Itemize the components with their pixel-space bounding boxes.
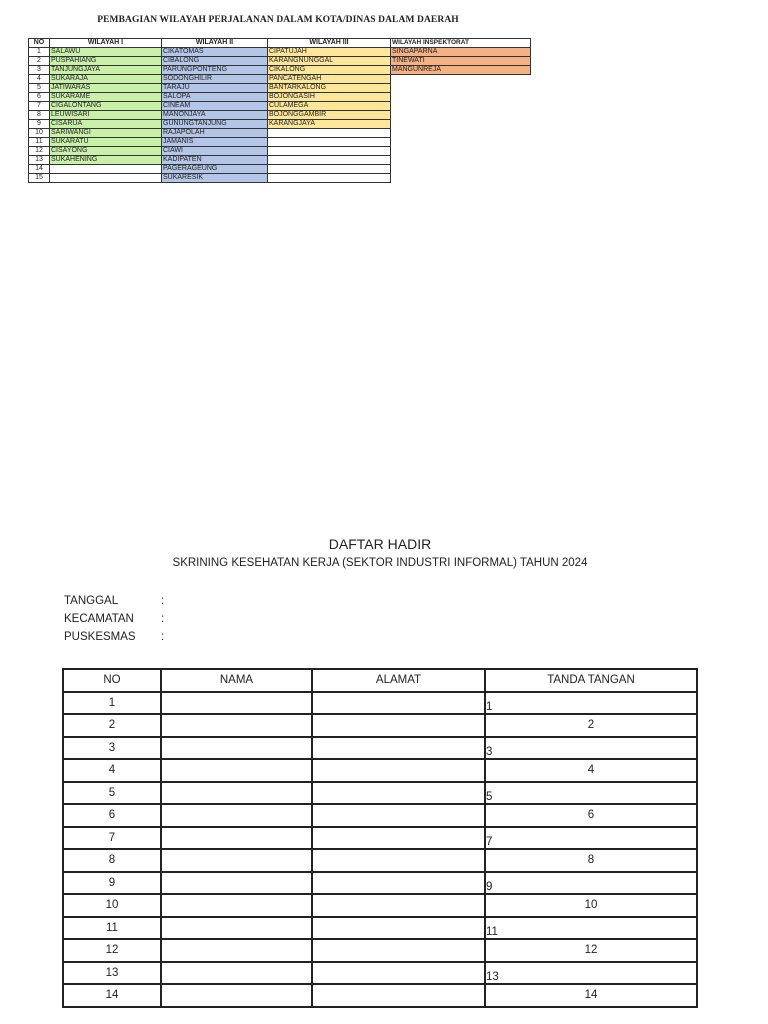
wilayah-cell-w1: CISARUA <box>50 120 162 129</box>
wilayah-cell-inspektorat: TINEWATI <box>391 57 531 66</box>
hadir-cell-no: 5 <box>63 782 161 805</box>
hadir-row <box>63 962 697 985</box>
wilayah-cell-inspektorat <box>391 156 531 165</box>
hadir-cell-alamat[interactable] <box>312 917 485 940</box>
meta-tanggal <box>64 595 164 607</box>
wilayah-cell-w2: PAGERAGEUNG <box>162 165 268 174</box>
wilayah-cell-w2: PARUNGPONTENG <box>162 66 268 75</box>
wilayah-cell-w3: CIPATUJAH <box>268 48 391 57</box>
hadir-cell-nama[interactable] <box>161 782 312 805</box>
wilayah-row <box>29 120 531 129</box>
hadir-cell-tanda-tangan[interactable]: 7 <box>485 827 697 850</box>
hadir-cell-nama[interactable] <box>161 737 312 760</box>
wilayah-cell-no: 4 <box>29 75 50 84</box>
hadir-cell-tanda-tangan[interactable]: 4 <box>485 759 697 782</box>
wilayah-row <box>29 147 531 156</box>
hadir-cell-nama[interactable] <box>161 984 312 1007</box>
hadir-cell-nama[interactable] <box>161 759 312 782</box>
hadir-row <box>63 692 697 715</box>
wilayah-cell-w2: CIKATOMAS <box>162 48 268 57</box>
wilayah-cell-w2: SALOPA <box>162 93 268 102</box>
hadir-cell-tanda-tangan[interactable]: 9 <box>485 872 697 895</box>
hadir-cell-nama[interactable] <box>161 962 312 985</box>
hadir-cell-tanda-tangan[interactable]: 11 <box>485 917 697 940</box>
wilayah-header-w1: WILAYAH I <box>50 39 162 48</box>
hadir-cell-alamat[interactable] <box>312 962 485 985</box>
wilayah-cell-inspektorat <box>391 120 531 129</box>
wilayah-header-w3: WILAYAH III <box>268 39 391 48</box>
hadir-cell-no: 12 <box>63 939 161 962</box>
wilayah-row <box>29 48 531 57</box>
hadir-cell-nama[interactable] <box>161 872 312 895</box>
hadir-cell-alamat[interactable] <box>312 759 485 782</box>
wilayah-cell-inspektorat: SINGAPARNA <box>391 48 531 57</box>
hadir-cell-alamat[interactable] <box>312 737 485 760</box>
wilayah-row <box>29 156 531 165</box>
meta-label: PUSKESMAS <box>64 631 136 643</box>
hadir-cell-nama[interactable] <box>161 939 312 962</box>
wilayah-cell-w2: SUKARESIK <box>162 174 268 183</box>
wilayah-cell-no: 9 <box>29 120 50 129</box>
wilayah-cell-w3 <box>268 156 391 165</box>
wilayah-cell-inspektorat <box>391 102 531 111</box>
wilayah-cell-inspektorat <box>391 174 531 183</box>
hadir-cell-tanda-tangan[interactable]: 3 <box>485 737 697 760</box>
hadir-cell-tanda-tangan[interactable]: 2 <box>485 714 697 737</box>
hadir-header-nama: NAMA <box>161 669 312 692</box>
wilayah-cell-no: 15 <box>29 174 50 183</box>
hadir-cell-no: 6 <box>63 804 161 827</box>
hadir-header-row <box>63 669 697 692</box>
hadir-header-no: NO <box>63 669 161 692</box>
hadir-cell-alamat[interactable] <box>312 827 485 850</box>
wilayah-cell-w1 <box>50 165 162 174</box>
wilayah-row <box>29 138 531 147</box>
wilayah-row <box>29 75 531 84</box>
wilayah-cell-w3: BOJONGASIH <box>268 93 391 102</box>
wilayah-cell-w2: MANONJAYA <box>162 111 268 120</box>
hadir-cell-tanda-tangan[interactable]: 12 <box>485 939 697 962</box>
wilayah-cell-w2: TARAJU <box>162 84 268 93</box>
hadir-cell-tanda-tangan[interactable]: 6 <box>485 804 697 827</box>
wilayah-cell-w1: SUKARAJA <box>50 75 162 84</box>
wilayah-cell-w1: SUKARAME <box>50 93 162 102</box>
wilayah-cell-w1: CISAYONG <box>50 147 162 156</box>
hadir-cell-no: 8 <box>63 849 161 872</box>
wilayah-row <box>29 174 531 183</box>
wilayah-cell-w3: KARANGJAYA <box>268 120 391 129</box>
hadir-row <box>63 849 697 872</box>
hadir-cell-no: 11 <box>63 917 161 940</box>
wilayah-cell-inspektorat: MANGUNREJA <box>391 66 531 75</box>
wilayah-cell-w2: RAJAPOLAH <box>162 129 268 138</box>
wilayah-row <box>29 66 531 75</box>
hadir-cell-no: 7 <box>63 827 161 850</box>
wilayah-cell-no: 14 <box>29 165 50 174</box>
hadir-cell-alamat[interactable] <box>312 714 485 737</box>
hadir-row <box>63 939 697 962</box>
hadir-cell-no: 3 <box>63 737 161 760</box>
wilayah-cell-inspektorat <box>391 138 531 147</box>
hadir-cell-tanda-tangan[interactable]: 13 <box>485 962 697 985</box>
hadir-cell-no: 10 <box>63 894 161 917</box>
daftar-hadir-title: DAFTAR HADIR <box>328 536 432 552</box>
hadir-row <box>63 984 697 1007</box>
wilayah-cell-w3 <box>268 174 391 183</box>
wilayah-row <box>29 129 531 138</box>
hadir-row <box>63 782 697 805</box>
wilayah-cell-w2: JAMANIS <box>162 138 268 147</box>
hadir-cell-tanda-tangan[interactable]: 10 <box>485 894 697 917</box>
meta-separator: : <box>161 613 165 625</box>
wilayah-cell-inspektorat <box>391 111 531 120</box>
wilayah-cell-no: 3 <box>29 66 50 75</box>
wilayah-cell-w1: SARIWANGI <box>50 129 162 138</box>
wilayah-cell-w3: BOJONGGAMBIR <box>268 111 391 120</box>
meta-kecamatan <box>64 613 164 625</box>
wilayah-cell-inspektorat <box>391 93 531 102</box>
hadir-cell-nama[interactable] <box>161 827 312 850</box>
hadir-row <box>63 827 697 850</box>
hadir-row <box>63 894 697 917</box>
wilayah-title: PEMBAGIAN WILAYAH PERJALANAN DALAM KOTA/DINAS DALAM DAERAH <box>97 15 459 25</box>
hadir-cell-alamat[interactable] <box>312 872 485 895</box>
wilayah-cell-w3: CIKALONG <box>268 66 391 75</box>
wilayah-cell-inspektorat <box>391 165 531 174</box>
wilayah-table <box>28 38 531 183</box>
wilayah-cell-no: 1 <box>29 48 50 57</box>
wilayah-cell-inspektorat <box>391 147 531 156</box>
wilayah-cell-w3: BANTARKALONG <box>268 84 391 93</box>
wilayah-cell-w1: SALAWU <box>50 48 162 57</box>
hadir-cell-tanda-tangan[interactable]: 1 <box>485 692 697 715</box>
hadir-cell-alamat[interactable] <box>312 939 485 962</box>
hadir-cell-alamat[interactable] <box>312 984 485 1007</box>
wilayah-row <box>29 165 531 174</box>
hadir-cell-alamat[interactable] <box>312 782 485 805</box>
wilayah-cell-no: 11 <box>29 138 50 147</box>
wilayah-cell-w1: JATIWARAS <box>50 84 162 93</box>
meta-label: TANGGAL <box>64 595 119 607</box>
wilayah-cell-w1: SUKAHENING <box>50 156 162 165</box>
wilayah-header-inspektorat: WILAYAH INSPEKTORAT <box>391 39 531 48</box>
wilayah-cell-no: 10 <box>29 129 50 138</box>
wilayah-cell-w3 <box>268 165 391 174</box>
wilayah-cell-w1 <box>50 174 162 183</box>
meta-separator: : <box>161 595 165 607</box>
hadir-row <box>63 917 697 940</box>
wilayah-cell-w1: CIGALONTANG <box>50 102 162 111</box>
wilayah-row <box>29 84 531 93</box>
hadir-row <box>63 759 697 782</box>
hadir-cell-nama[interactable] <box>161 714 312 737</box>
hadir-cell-nama[interactable] <box>161 917 312 940</box>
hadir-row <box>63 737 697 760</box>
wilayah-row <box>29 111 531 120</box>
hadir-cell-nama[interactable] <box>161 894 312 917</box>
wilayah-cell-w1: LEUWISARI <box>50 111 162 120</box>
meta-separator: : <box>161 631 165 643</box>
hadir-row <box>63 872 697 895</box>
wilayah-cell-w2: CIAWI <box>162 147 268 156</box>
hadir-cell-alamat[interactable] <box>312 894 485 917</box>
hadir-cell-nama[interactable] <box>161 804 312 827</box>
wilayah-cell-no: 6 <box>29 93 50 102</box>
wilayah-cell-inspektorat <box>391 129 531 138</box>
hadir-cell-tanda-tangan[interactable]: 8 <box>485 849 697 872</box>
wilayah-cell-no: 8 <box>29 111 50 120</box>
hadir-cell-no: 9 <box>63 872 161 895</box>
wilayah-cell-w1: SUKARATU <box>50 138 162 147</box>
meta-puskesmas <box>64 631 164 643</box>
wilayah-row <box>29 102 531 111</box>
hadir-cell-nama[interactable] <box>161 692 312 715</box>
wilayah-row <box>29 57 531 66</box>
wilayah-cell-inspektorat <box>391 84 531 93</box>
wilayah-header-w2: WILAYAH II <box>162 39 268 48</box>
wilayah-cell-inspektorat <box>391 75 531 84</box>
wilayah-cell-w2: KADIPATEN <box>162 156 268 165</box>
wilayah-cell-w3 <box>268 147 391 156</box>
hadir-row <box>63 804 697 827</box>
hadir-cell-alamat[interactable] <box>312 849 485 872</box>
hadir-cell-tanda-tangan[interactable]: 14 <box>485 984 697 1007</box>
hadir-row <box>63 714 697 737</box>
hadir-cell-no: 1 <box>63 692 161 715</box>
wilayah-cell-w3 <box>268 129 391 138</box>
wilayah-row <box>29 93 531 102</box>
daftar-hadir-table <box>62 668 698 1008</box>
hadir-cell-no: 14 <box>63 984 161 1007</box>
hadir-header-alamat: ALAMAT <box>312 669 485 692</box>
wilayah-cell-w1: PUSPAHIANG <box>50 57 162 66</box>
wilayah-cell-no: 13 <box>29 156 50 165</box>
wilayah-cell-w2: SODONGHILIR <box>162 75 268 84</box>
wilayah-cell-w3 <box>268 138 391 147</box>
wilayah-cell-no: 5 <box>29 84 50 93</box>
daftar-hadir-subtitle: SKRINING KESEHATAN KERJA (SEKTOR INDUSTRI INFORMAL) TAHUN 2024 <box>172 557 588 569</box>
hadir-cell-tanda-tangan[interactable]: 5 <box>485 782 697 805</box>
wilayah-cell-no: 7 <box>29 102 50 111</box>
wilayah-cell-no: 12 <box>29 147 50 156</box>
wilayah-header-no: NO <box>29 39 50 48</box>
wilayah-cell-no: 2 <box>29 57 50 66</box>
wilayah-cell-w1: TANJUNGJAYA <box>50 66 162 75</box>
wilayah-cell-w2: CINEAM <box>162 102 268 111</box>
wilayah-cell-w3: PANCATENGAH <box>268 75 391 84</box>
hadir-cell-alamat[interactable] <box>312 692 485 715</box>
wilayah-cell-w2: CIBALONG <box>162 57 268 66</box>
hadir-header-tanda-tangan: TANDA TANGAN <box>485 669 697 692</box>
hadir-cell-no: 4 <box>63 759 161 782</box>
meta-label: KECAMATAN <box>64 613 134 625</box>
wilayah-cell-w3: KARANGNUNGGAL <box>268 57 391 66</box>
hadir-cell-alamat[interactable] <box>312 804 485 827</box>
wilayah-cell-w2: GUNUNGTANJUNG <box>162 120 268 129</box>
wilayah-cell-w3: CULAMEGA <box>268 102 391 111</box>
hadir-cell-no: 13 <box>63 962 161 985</box>
hadir-cell-no: 2 <box>63 714 161 737</box>
hadir-cell-nama[interactable] <box>161 849 312 872</box>
wilayah-header-row <box>29 39 531 48</box>
